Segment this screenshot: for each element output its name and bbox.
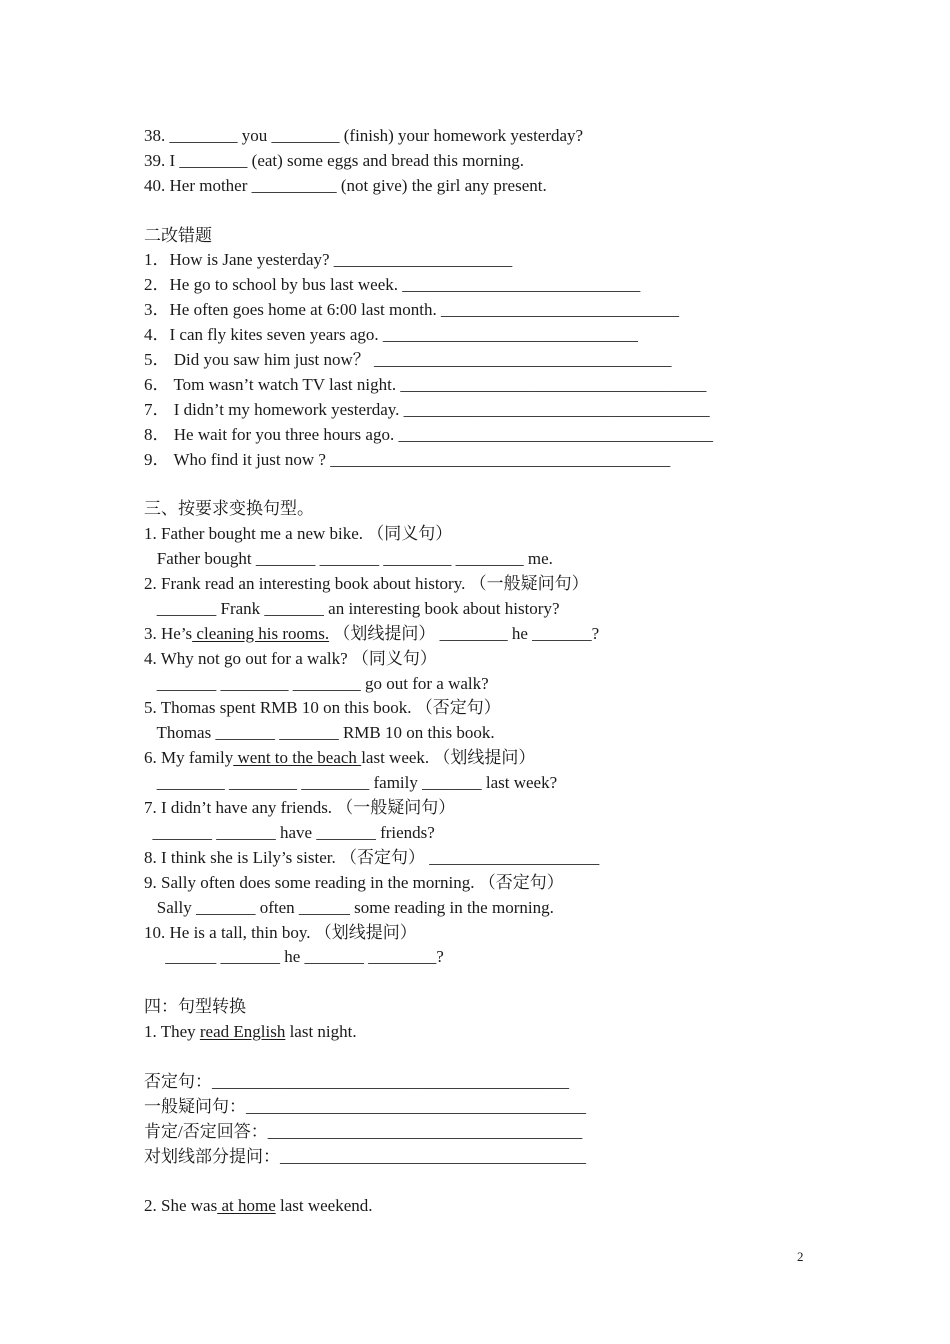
text-line: 2. Frank read an interesting book about history. （一般疑问句） xyxy=(144,574,589,594)
text-segment: last weekend. xyxy=(275,1196,373,1216)
text-line: Sally _______ often ______ some reading in the morning. xyxy=(144,897,554,917)
text-line xyxy=(144,746,844,771)
blank-line xyxy=(144,970,844,995)
blank-line xyxy=(144,1045,844,1070)
text-line: 肯定/否定回答：_____________________________________ xyxy=(144,1121,583,1141)
underlined-text: at home xyxy=(217,1196,276,1216)
text-line: _______ Frank _______ an interesting book about history? xyxy=(144,598,560,618)
text-segment: 2. She was xyxy=(144,1196,218,1216)
text-line: 5． Did you saw him just now？ ___________________________________ xyxy=(144,350,672,370)
worksheet-body xyxy=(144,124,844,1219)
text-line: 9． Who find it just now ? ________________________________________ xyxy=(144,449,671,469)
underlined-text: went to the beach xyxy=(233,748,362,768)
text-line: 4．I can fly kites seven years ago. ______________________________ xyxy=(144,325,638,345)
text-line xyxy=(144,622,844,647)
text-line: Father bought _______ _______ ________ ________ me. xyxy=(144,549,553,569)
text-line: 四：句型转换 xyxy=(144,997,246,1017)
underlined-text: read English xyxy=(199,1022,286,1042)
text-segment: （划线提问） ________ he _______? xyxy=(329,623,600,643)
text-line: _______ ________ ________ go out for a walk? xyxy=(144,673,489,693)
text-line: 否定句：__________________________________________ xyxy=(144,1071,569,1091)
text-line: 3．He often goes home at 6:00 last month. ____________________________ xyxy=(144,300,679,320)
blank-line xyxy=(144,1169,844,1194)
blank-line xyxy=(144,472,844,497)
text-line: ______ _______ he _______ ________? xyxy=(144,947,444,967)
text-line: 三、按要求变换句型。 xyxy=(144,499,314,519)
text-line: Thomas _______ _______ RMB 10 on this book. xyxy=(144,723,495,743)
text-line: 二改错题 xyxy=(144,225,212,245)
text-line: 6． Tom wasn’t watch TV last night. ____________________________________ xyxy=(144,374,707,394)
text-segment: 6. My family xyxy=(144,748,234,768)
text-line: 7． I didn’t my homework yesterday. ____________________________________ xyxy=(144,399,710,419)
page-number: 2 xyxy=(797,1249,804,1264)
underlined-text: cleaning his rooms. xyxy=(192,623,330,643)
text-line: 一般疑问句：________________________________________ xyxy=(144,1096,586,1116)
text-segment: last night. xyxy=(285,1022,357,1042)
text-segment: last week. （划线提问） xyxy=(361,748,536,768)
text-line: 1．How is Jane yesterday? _____________________ xyxy=(144,250,513,270)
blank-line xyxy=(144,199,844,224)
text-line: 8. I think she is Lily’s sister. （否定句） ____________________ xyxy=(144,847,600,867)
text-line: 对划线部分提问：____________________________________ xyxy=(144,1146,586,1166)
text-segment: 3. He’s xyxy=(144,623,193,643)
text-line: 39. I ________ (eat) some eggs and bread this morning. xyxy=(144,150,525,170)
text-line: ________ ________ ________ family _______ last week? xyxy=(144,773,558,793)
text-line: 10. He is a tall, thin boy. （划线提问） xyxy=(144,922,417,942)
text-line xyxy=(144,1020,844,1045)
text-line: 4. Why not go out for a walk? （同义句） xyxy=(144,648,437,668)
text-line: 8． He wait for you three hours ago. _____________________________________ xyxy=(144,424,713,444)
text-line: 9. Sally often does some reading in the morning. （否定句） xyxy=(144,872,564,892)
text-line xyxy=(144,1194,844,1219)
text-line: 38. ________ you ________ (finish) your homework yesterday? xyxy=(144,126,584,145)
text-segment: 1. They xyxy=(144,1022,200,1042)
text-line: 2．He go to school by bus last week. ____________________________ xyxy=(144,275,641,295)
text-line: 40. Her mother __________ (not give) the girl any present. xyxy=(144,175,547,195)
text-line: 7. I didn’t have any friends. （一般疑问句） xyxy=(144,798,456,818)
text-line: _______ _______ have _______ friends? xyxy=(144,822,435,842)
text-line: 1. Father bought me a new bike. （同义句） xyxy=(144,524,453,544)
text-line: 5. Thomas spent RMB 10 on this book. （否定句） xyxy=(144,698,501,718)
